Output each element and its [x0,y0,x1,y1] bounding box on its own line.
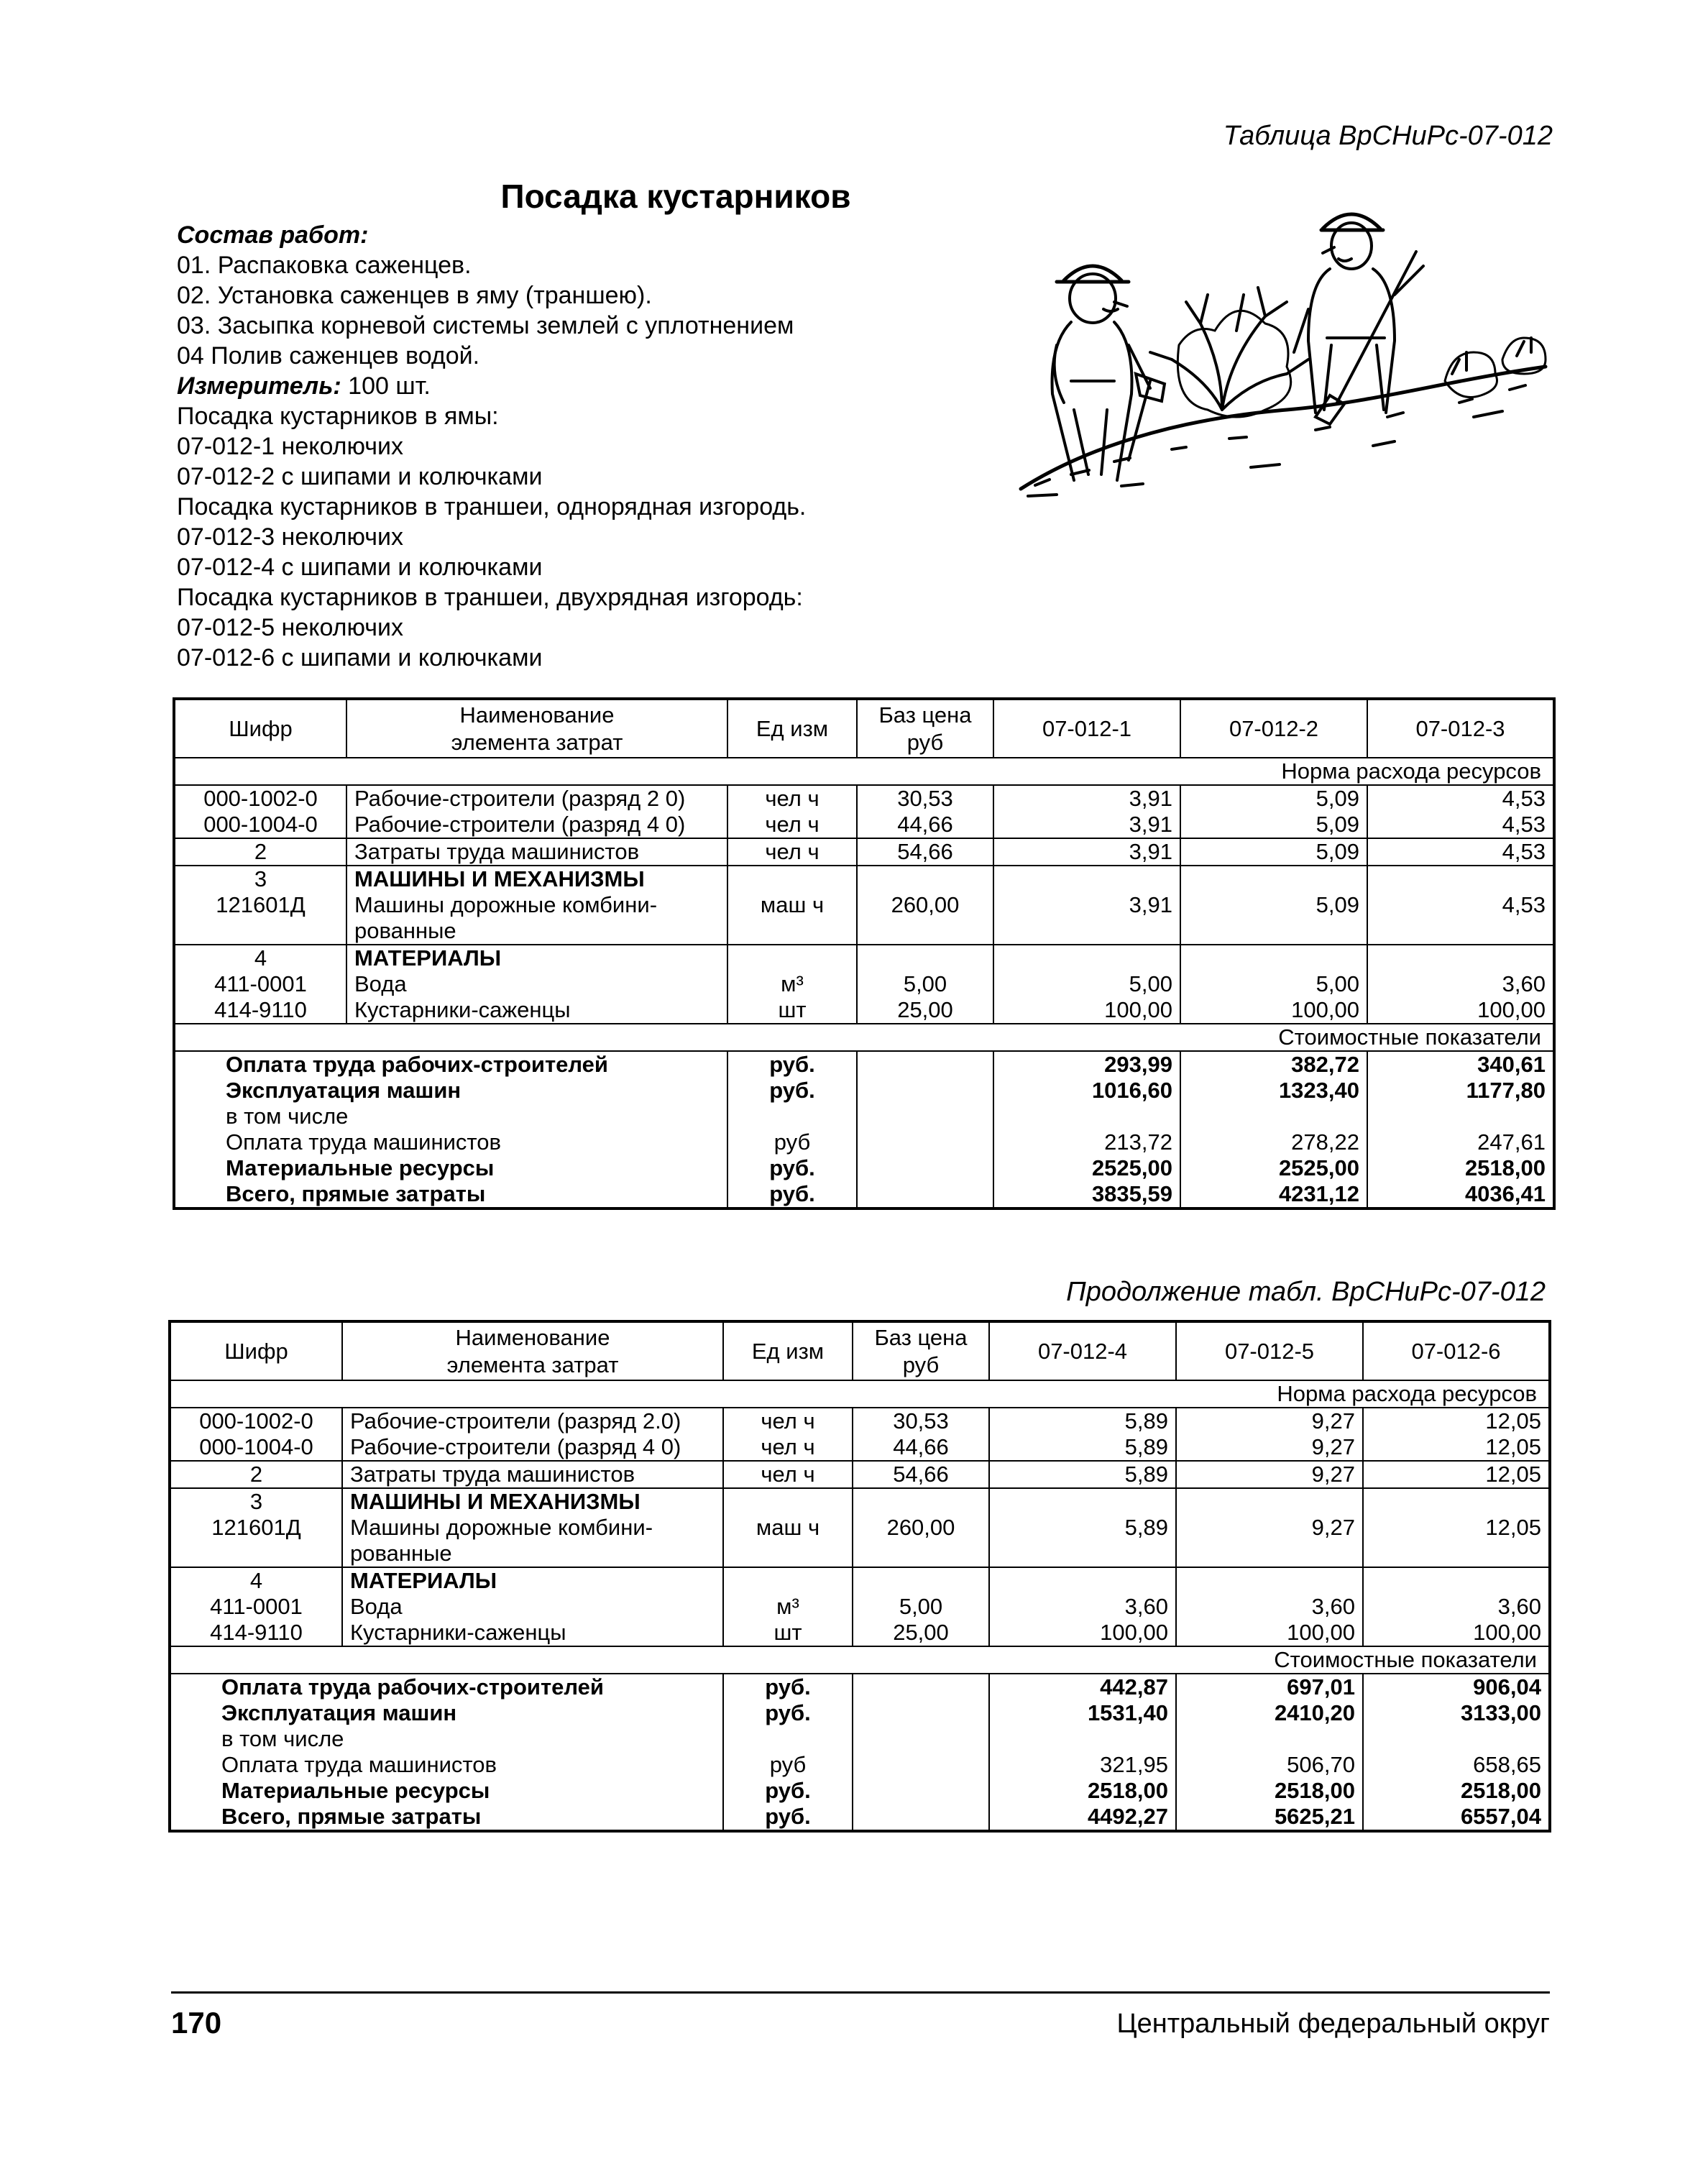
cell-value: 5,89 [989,1408,1176,1434]
item-code: 121601Д [216,892,306,917]
item-value: 100,00 [1104,997,1172,1022]
cell-value: 5,89 [989,1488,1176,1567]
resources-table-1 [173,697,1556,1210]
group-item: 07-012-2 с шипами и колючками [177,463,543,490]
cost-value: 278,22 [1291,1129,1359,1155]
item-value: 100,00 [1291,997,1359,1022]
materials-row [174,945,1554,1024]
cost-values [1180,1051,1367,1208]
header-name-line1: Наименование [459,702,615,728]
table-reference: Таблица ВрСНиРс-07-012 [1223,121,1553,151]
item-value: 3,60 [1497,1594,1541,1619]
cost-value: 2525,00 [1091,1155,1172,1180]
measure-label: Измеритель: [177,372,341,400]
group-item: Посадка кустарников в траншеи, однорядная изгородь. [177,493,807,520]
cell-value: 5,09 [1180,785,1367,812]
cell-unit: чел ч [727,812,857,838]
item-unit: м³ [776,1594,799,1619]
cost-value: 4036,41 [1464,1181,1546,1206]
header-price [853,1321,989,1380]
region-name: Центральный федеральный округ [1116,2009,1550,2039]
cost-value: 213,72 [1104,1129,1172,1155]
item-unit: шт [773,1620,802,1645]
cell-code: 2 [170,1461,342,1488]
cost-section-row [174,1024,1554,1051]
group-item: 07-012-5 неколючих [177,614,403,641]
cell-code [170,1488,342,1567]
item-name: Кустарники-саженцы [354,997,571,1022]
cell-value [1363,1567,1550,1646]
cell-name [342,1488,723,1567]
cost-values [993,1051,1180,1208]
item-value: 3,60 [1124,1594,1168,1619]
machines-row [174,866,1554,945]
cell-value: 4,53 [1367,838,1554,866]
item-value: 100,00 [1100,1620,1168,1645]
cost-values [989,1674,1176,1831]
work-composition [177,220,953,673]
page-number: 170 [171,2006,222,2040]
cost-name: Оплата труда машинистов [221,1752,497,1777]
header-price [857,699,993,758]
item-price: 5,00 [899,1594,943,1619]
cost-name: Оплата труда машинистов [226,1129,501,1155]
cost-price-empty [853,1674,989,1831]
item-code: 411-0001 [214,971,307,996]
header-column: 07-012-3 [1367,699,1554,758]
resources-table-2 [168,1320,1551,1833]
item-value: 5,00 [1316,971,1359,996]
cell-value [1367,945,1554,1024]
cost-value: 1177,80 [1466,1078,1546,1103]
cost-value: 2410,20 [1274,1700,1355,1725]
step-item: 02. Установка саженцев в яму (траншею). [177,282,652,309]
cost-value: 1531,40 [1087,1700,1168,1725]
cost-section-row [170,1646,1550,1674]
cell-unit: чел ч [727,838,857,866]
footer-rule [171,1991,1550,1994]
group-item: 07-012-4 с шипами и колючками [177,554,543,581]
header-name-line2: элемента затрат [446,1352,619,1377]
header-unit: Ед изм [723,1321,853,1380]
group-item: 07-012-3 неколючих [177,523,403,551]
cost-unit: руб. [769,1155,815,1180]
cost-names [170,1674,723,1831]
cost-value: 2525,00 [1278,1155,1359,1180]
cost-name: Материальные ресурсы [221,1778,490,1803]
cell-price [853,1567,989,1646]
header-name [346,699,727,758]
cell-price: 260,00 [853,1488,989,1567]
cost-price-empty [857,1051,993,1208]
item-value: 3,60 [1502,971,1546,996]
cost-value: 2518,00 [1274,1778,1355,1803]
norm-section-label: Норма расхода ресурсов [174,758,1554,785]
item-name: Вода [354,971,407,996]
cost-value: 4231,12 [1278,1181,1359,1206]
cell-unit: маш ч [723,1488,853,1567]
cell-value: 5,89 [989,1461,1176,1488]
cell-price: 30,53 [857,785,993,812]
table-row [174,812,1554,838]
section-title: МАТЕРИАЛЫ [350,1568,497,1593]
materials-row [170,1567,1550,1646]
group-item: 07-012-6 с шипами и колючками [177,644,543,671]
cell-unit: маш ч [727,866,857,945]
header-column: 07-012-6 [1363,1321,1550,1380]
measure-line [177,371,953,401]
cost-values [1176,1674,1363,1831]
cell-name: Затраты труда машинистов [342,1461,723,1488]
cost-unit: руб. [769,1052,815,1077]
cell-unit: чел ч [723,1408,853,1434]
cost-value: 6557,04 [1460,1804,1541,1829]
section-code: 3 [249,1489,263,1514]
cell-price [857,945,993,1024]
header-price-line2: руб [902,1352,940,1377]
item-price: 5,00 [903,971,947,996]
cell-value: 9,27 [1176,1408,1363,1434]
cell-name: Затраты труда машинистов [346,838,727,866]
item-value: 3,60 [1311,1594,1355,1619]
cell-value: 4,53 [1367,866,1554,945]
group-item: 07-012-1 неколючих [177,433,403,460]
cost-value: 906,04 [1473,1674,1541,1700]
norm-section-row [170,1380,1550,1408]
cell-value [1180,945,1367,1024]
cell-code [174,866,346,945]
cell-value: 9,27 [1176,1461,1363,1488]
cell-price: 44,66 [853,1434,989,1461]
cost-value: 340,61 [1477,1052,1546,1077]
item-name: Кустарники-саженцы [350,1620,566,1645]
header-column: 07-012-5 [1176,1321,1363,1380]
cell-value: 5,89 [989,1434,1176,1461]
cell-value: 5,09 [1180,838,1367,866]
header-code: Шифр [170,1321,342,1380]
gardeners-planting-shrubs-illustration [1014,201,1560,503]
cell-value: 4,53 [1367,812,1554,838]
table-row [170,1461,1550,1488]
page-title: Посадка кустарников [500,178,851,215]
costs-row [174,1051,1554,1208]
cost-names [174,1051,727,1208]
cost-section-label: Стоимостные показатели [174,1024,1554,1051]
cell-unit: чел ч [723,1434,853,1461]
cost-name: Эксплуатация машин [221,1700,457,1725]
cost-name: Эксплуатация машин [226,1078,462,1103]
section-title: МАТЕРИАЛЫ [354,945,502,971]
table-row [174,785,1554,812]
cell-price: 30,53 [853,1408,989,1434]
table-header-row [170,1321,1550,1380]
cell-price: 54,66 [853,1461,989,1488]
cell-unit [727,945,857,1024]
section-code: 3 [254,866,267,891]
measure-value: 100 шт. [341,372,431,400]
step-item: 04 Полив саженцев водой. [177,342,480,370]
cost-values [1367,1051,1554,1208]
cell-name [342,1567,723,1646]
item-unit: шт [778,997,807,1022]
cell-value [1176,1567,1363,1646]
cost-value: 1016,60 [1091,1078,1172,1103]
item-code: 121601Д [211,1515,301,1540]
cost-units [727,1051,857,1208]
cell-code: 000-1002-0 [174,785,346,812]
cost-value: 2518,00 [1087,1778,1168,1803]
cost-value: 697,01 [1287,1674,1355,1700]
cost-value: 293,99 [1104,1052,1172,1077]
header-price-line2: руб [906,729,944,755]
item-name-line1: Машины дорожные комбини- [350,1515,653,1540]
cell-name [346,945,727,1024]
cost-value: 382,72 [1291,1052,1359,1077]
cost-name: Оплата труда рабочих-строителей [221,1674,604,1700]
table-row [170,1434,1550,1461]
cell-unit: чел ч [723,1461,853,1488]
cost-unit: руб. [765,1700,811,1725]
header-name [342,1321,723,1380]
cost-unit: руб. [769,1181,815,1206]
table-header-row [174,699,1554,758]
cell-value: 9,27 [1176,1488,1363,1567]
item-value: 100,00 [1477,997,1546,1022]
continuation-reference: Продолжение табл. ВрСНиРс-07-012 [1066,1277,1546,1307]
cost-value: 1323,40 [1278,1078,1359,1103]
cost-name: Материальные ресурсы [226,1155,495,1180]
cell-value: 5,09 [1180,866,1367,945]
item-price: 25,00 [893,1620,949,1645]
header-price-line1: Баз цена [874,1324,968,1350]
header-unit: Ед изм [727,699,857,758]
item-name: Вода [350,1594,403,1619]
cell-price: 260,00 [857,866,993,945]
cost-value: 321,95 [1100,1752,1168,1777]
item-name-line2: рованные [350,1541,452,1566]
header-column: 07-012-2 [1180,699,1367,758]
cell-code: 2 [174,838,346,866]
item-name-line2: рованные [354,918,456,943]
item-unit: м³ [781,971,804,996]
item-code: 414-9110 [214,997,307,1022]
cell-value: 4,53 [1367,785,1554,812]
costs-row [170,1674,1550,1831]
cell-name: Рабочие-строители (разряд 4 0) [346,812,727,838]
group-item: Посадка кустарников в траншеи, двухрядная изгородь: [177,584,803,611]
cell-code [174,945,346,1024]
cost-unit: руб. [765,1674,811,1700]
norm-section-row [174,758,1554,785]
cell-code: 000-1002-0 [170,1408,342,1434]
step-item: 03. Засыпка корневой системы землей с уплотнением [177,312,794,339]
composition-label: Состав работ: [177,221,369,249]
cost-value: 658,65 [1473,1752,1541,1777]
cell-name: Рабочие-строители (разряд 2 0) [346,785,727,812]
cell-value: 3,91 [993,812,1180,838]
cost-value: 247,61 [1477,1129,1546,1155]
cell-code: 000-1004-0 [174,812,346,838]
item-name-line1: Машины дорожные комбини- [354,892,658,917]
cost-unit: руб. [765,1804,811,1829]
cost-value: 442,87 [1100,1674,1168,1700]
cell-name: Рабочие-строители (разряд 4 0) [342,1434,723,1461]
cell-unit [723,1567,853,1646]
group-item: Посадка кустарников в ямы: [177,403,499,430]
section-title: МАШИНЫ И МЕХАНИЗМЫ [354,866,645,891]
cell-value: 12,05 [1363,1434,1550,1461]
cost-values [1363,1674,1550,1831]
cost-value: 4492,27 [1087,1804,1168,1829]
cell-name: Рабочие-строители (разряд 2.0) [342,1408,723,1434]
header-code: Шифр [174,699,346,758]
cell-value: 12,05 [1363,1461,1550,1488]
header-name-line1: Наименование [455,1324,610,1350]
norm-section-label: Норма расхода ресурсов [170,1380,1550,1408]
item-code: 414-9110 [210,1620,303,1645]
header-column: 07-012-1 [993,699,1180,758]
cell-price: 44,66 [857,812,993,838]
header-column: 07-012-4 [989,1321,1176,1380]
header-name-line2: элемента затрат [451,729,623,755]
cell-value: 12,05 [1363,1488,1550,1567]
cost-name: Оплата труда рабочих-строителей [226,1052,608,1077]
item-value: 100,00 [1287,1620,1355,1645]
cost-unit: руб. [769,1078,815,1103]
cost-value: 2518,00 [1464,1155,1546,1180]
cost-section-label: Стоимостные показатели [170,1646,1550,1674]
cost-incl: в том числе [221,1726,344,1751]
machines-row [170,1488,1550,1567]
cost-value: 3133,00 [1460,1700,1541,1725]
cell-value: 12,05 [1363,1408,1550,1434]
item-value: 5,00 [1129,971,1172,996]
cell-value [993,945,1180,1024]
cost-name: Всего, прямые затраты [221,1804,482,1829]
cell-code [170,1567,342,1646]
cost-value: 5625,21 [1274,1804,1355,1829]
cost-unit: руб. [765,1778,811,1803]
section-code: 4 [249,1568,263,1593]
cell-value: 3,91 [993,785,1180,812]
item-code: 411-0001 [210,1594,303,1619]
cost-value: 506,70 [1287,1752,1355,1777]
cell-value: 5,09 [1180,812,1367,838]
table-row [174,838,1554,866]
cell-code: 000-1004-0 [170,1434,342,1461]
cost-unit: руб [773,1129,811,1155]
cell-name [346,866,727,945]
cell-value: 3,91 [993,866,1180,945]
cell-unit: чел ч [727,785,857,812]
item-value: 100,00 [1473,1620,1541,1645]
cost-value: 2518,00 [1460,1778,1541,1803]
cost-unit: руб [769,1752,807,1777]
cell-price: 54,66 [857,838,993,866]
item-price: 25,00 [897,997,953,1022]
cost-value: 3835,59 [1091,1181,1172,1206]
section-code: 4 [254,945,267,971]
cost-units [723,1674,853,1831]
table-row [170,1408,1550,1434]
cost-name: Всего, прямые затраты [226,1181,486,1206]
cell-value: 3,91 [993,838,1180,866]
cell-value: 9,27 [1176,1434,1363,1461]
step-item: 01. Распаковка саженцев. [177,252,472,279]
cost-incl: в том числе [226,1104,349,1129]
cell-value [989,1567,1176,1646]
section-title: МАШИНЫ И МЕХАНИЗМЫ [350,1489,640,1514]
header-price-line1: Баз цена [878,702,972,728]
